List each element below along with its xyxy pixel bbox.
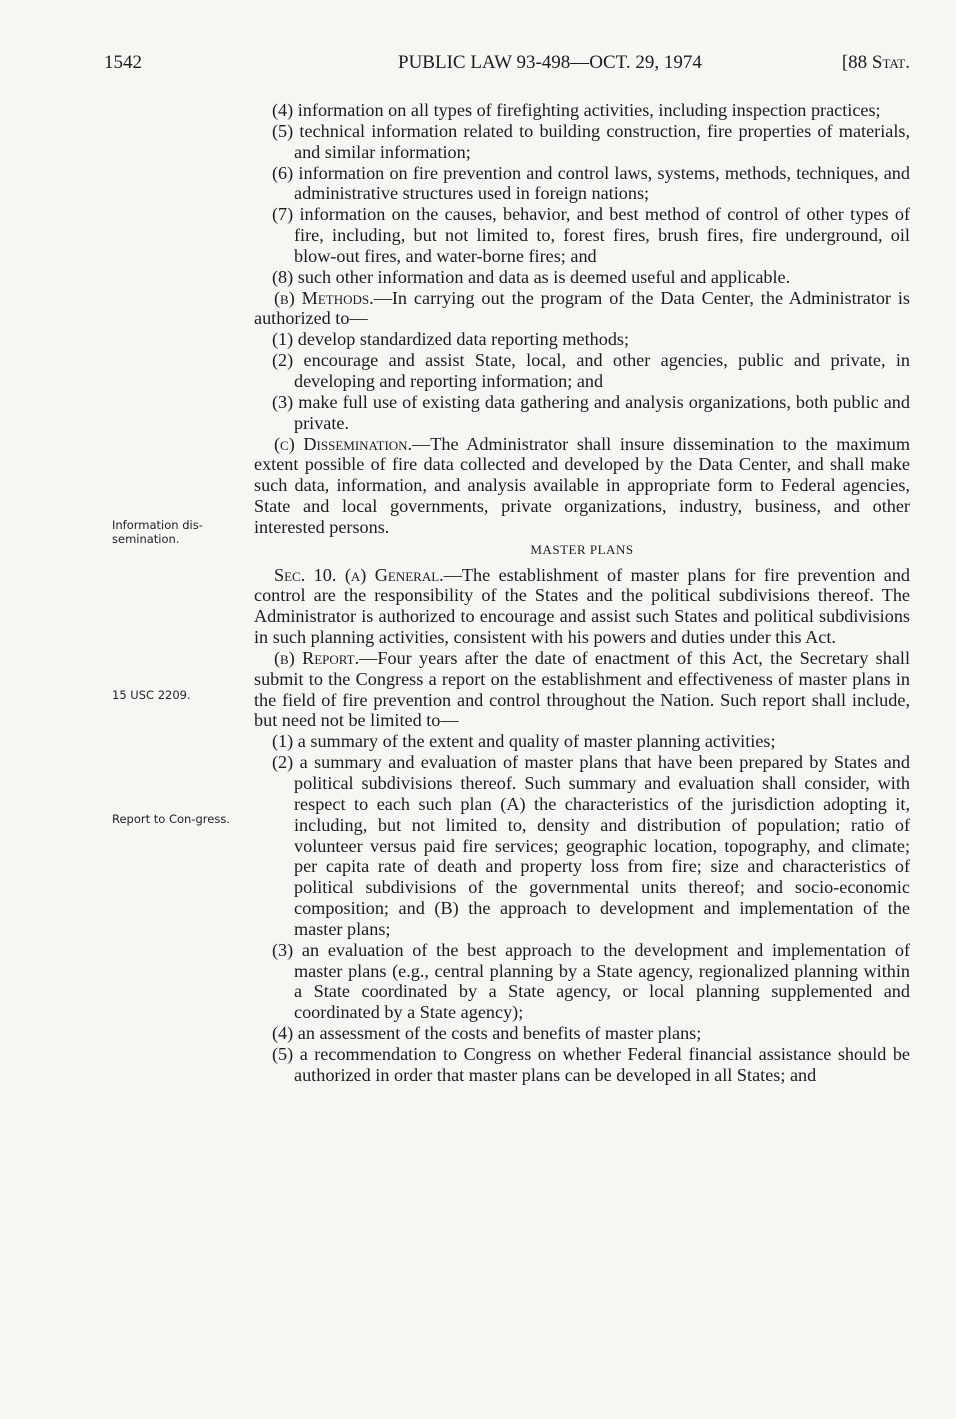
report-item-2: (2) a summary and evaluation of master plans that have been prepared by States and political subdivisions thereof. Such summary and evaluation shall consider, with respect to each such plan (A) the characteristics of the jurisdiction adopting it, including, but not limited to, density and distribution of population; ratio of volunteer versus paid fire services; geographic location, topography, and climate; per capita rate of death and property loss from fire; size and characteristics of political subdivisions of the governmental units thereof; and socio-economic composition; and (B) the approach to development and implementation of the master plans;: [272, 752, 910, 939]
subsection-c: [254, 434, 910, 538]
report-item-1: (1) a summary of the extent and quality of master planning activities;: [272, 731, 776, 752]
report-item-5: (5) a recommendation to Congress on whether Federal financial assistance should be authorized in order that master plans can be developed in all States; and: [272, 1043, 910, 1085]
subsection-c-heading: (c) Dissemination.: [274, 433, 413, 454]
item-4: (4) information on all types of firefighting activities, including inspection practices;: [272, 100, 881, 120]
report-item-4: (4) an assessment of the costs and benefits of master plans;: [272, 1023, 702, 1044]
item-8: (8) such other information and data as is deemed useful and applicable.: [272, 266, 791, 287]
item-6: (6) information on fire prevention and control laws, systems, methods, techniques, and administrative structures used in foreign nations;: [272, 162, 910, 204]
page-title: PUBLIC LAW 93-498—OCT. 29, 1974: [398, 52, 702, 73]
subsection-b: [254, 288, 910, 330]
item-b1: (1) develop standardized data reporting methods;: [272, 329, 630, 350]
margin-note-report: Report to Con-gress.: [112, 812, 230, 826]
law-text: [254, 100, 910, 1086]
margin-note-usc: 15 USC 2209.: [112, 688, 191, 702]
subsection-c-text: —The Administrator shall insure dissemination to the maximum extent possible of fire data collected and developed by the Data Center, and shall make such data, information, and analysis available in appropriate form to Federal agencies, State and local governments, private organizations, industry, business, and other interested persons.: [254, 433, 911, 537]
report-item-3: (3) an evaluation of the best approach to the development and implementation of master plans (e.g., central planning by a State agency, regionalized planning within a State coordinated by a State agency, or local planning supplemented and coordinated by a State agency);: [272, 939, 910, 1023]
item-b2: (2) encourage and assist State, local, and other agencies, public and private, in developing and reporting information; and: [272, 350, 910, 391]
section-10-label: Sec. 10.: [274, 564, 337, 585]
subsection-b-heading: (b) Methods.: [274, 287, 374, 308]
page-header: [104, 52, 910, 78]
section-10b-heading: (b) Report.: [274, 647, 360, 668]
item-5: (5) technical information related to building construction, fire properties of materials, and similar information;: [272, 120, 910, 162]
section-10a: [254, 565, 910, 648]
section-10b: [254, 648, 910, 731]
subsection-b-text: —In carrying out the program of the Data Center, the Administrator is authorized to—: [254, 287, 911, 329]
section-10a-heading: (a) General.: [344, 564, 444, 585]
item-b3: (3) make full use of existing data gathering and analysis organizations, both public and private.: [272, 391, 910, 433]
section-10b-text: —Four years after the date of enactment of this Act, the Secretary shall submit to the Congress a report on the establishment and effectiveness of master plans in the field of fire prevention and control throughout the Nation. Such report shall include, but need not be limited to—: [254, 647, 910, 731]
margin-note-info-dissemination: Information dis-semination.: [112, 518, 203, 546]
section-heading-master-plans: MASTER PLANS: [530, 541, 634, 557]
statute-volume: [88 Stat.: [841, 52, 910, 73]
page-number: 1542: [104, 52, 142, 73]
item-7: (7) information on the causes, behavior, and best method of control of other types of fire, including, but not limited to, forest fires, brush fires, fire underground, oil blow-out fires, and water-borne fires; and: [272, 204, 910, 266]
section-10a-text: —The establishment of master plans for fire prevention and control are the responsibility of the States and the political subdivisions thereof. The Administrator is authorized to encourage and assist such States and political subdivisions in such planning activities, consistent with his powers and duties under this Act.: [254, 564, 911, 648]
